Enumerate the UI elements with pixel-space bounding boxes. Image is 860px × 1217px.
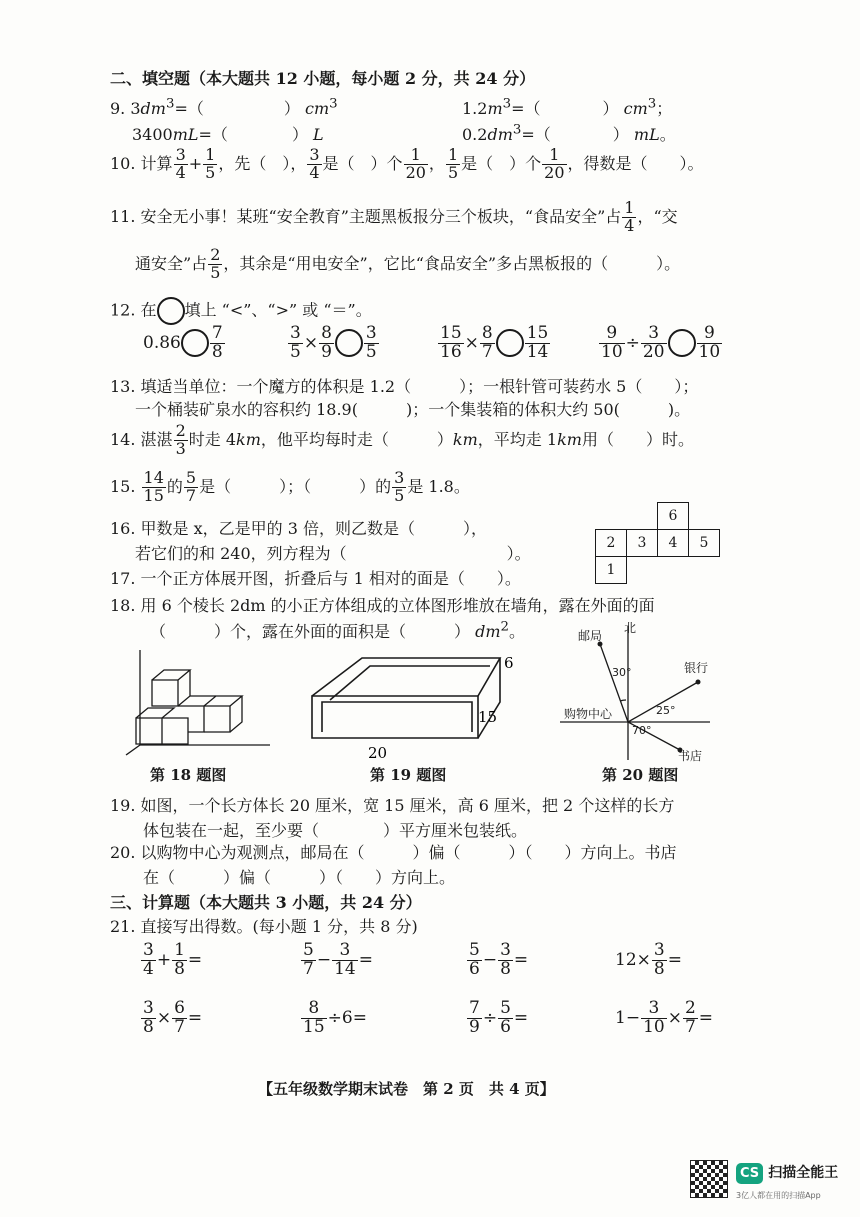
qr-code-icon (690, 1160, 728, 1198)
fig19-length-label: 20 (368, 744, 388, 762)
caption-figure-20: 第 20 题图 (602, 766, 679, 784)
answer-circle[interactable] (157, 297, 185, 325)
question-14: 14. 湛湛 $\frac{2}{3}$ 时走 4km，他平均每时走（ ）km，平均走 1km用（ ）时。 (110, 421, 694, 458)
caption-figure-18: 第 18 题图 (150, 766, 227, 784)
north-label: 北 (624, 621, 637, 635)
net-face: 2 (596, 530, 627, 557)
calc-item-4: 12× $\frac{3}{8}$ = (615, 940, 682, 979)
question-18-line-1: 18. 用 6 个棱长 2dm 的小正方体组成的立体图形堆放在墙角，露在外面的面 (110, 596, 655, 615)
angle-30: 30° (612, 666, 632, 679)
answer-circle[interactable] (335, 329, 363, 357)
fig19-height-label: 6 (504, 654, 514, 672)
q12-compare-1: 0.86 $\frac{7}{8}$ (143, 323, 223, 362)
question-21-title: 21. 直接写出得数。(每小题 1 分，共 8 分) (110, 917, 418, 936)
calc-item-5: $\frac{3}{8}$ × $\frac{6}{7}$ = (143, 998, 203, 1037)
question-16-line-2: 若它们的和 240，列方程为（ ）。 (135, 544, 531, 563)
scanner-logo: CS 扫描全能王 (736, 1162, 838, 1184)
caption-figure-19: 第 19 题图 (370, 766, 447, 784)
net-face: 6 (658, 503, 689, 530)
question-17: 17. 一个正方体展开图，折叠后与 1 相对的面是（ ）。 (110, 569, 521, 588)
section-2-title: 二、填空题（本大题共 12 小题，每小题 2 分，共 24 分） (110, 69, 536, 88)
question-10: 10. 计算 $\frac{3}{4}$ + $\frac{1}{5}$ ，先（ ）， $\frac{3}{4}$ 是（ ）个 $\frac{1}{20}$ ， $\frac{1}{5}$ 是（ ）个 $\frac{1}{20}$ ，得数是（ ）。 (110, 145, 704, 182)
section-3-title: 三、计算题（本大题共 3 小题，共 24 分） (110, 893, 422, 912)
fraction: $\frac{2}{5}$ (210, 245, 221, 282)
question-18-line-2: （ ）个，露在外面的面积是（ ） $dm^2$。 (150, 619, 526, 641)
calc-item-6: $\frac{8}{15}$ ÷6= (303, 998, 367, 1037)
figure-19-box (300, 652, 530, 762)
post-office-label: 邮局 (578, 629, 603, 643)
bank-label: 银行 (684, 661, 709, 675)
question-20-line-2: 在（ ）偏（ ）（ ）方向上。 (143, 868, 456, 887)
question-13-line-1: 13. 填适当单位：一个魔方的体积是 1.2（ ）；一根针管可装药水 5（ ）； (110, 377, 699, 396)
question-19-line-2: 体包装在一起，至少要（ ）平方厘米包装纸。 (143, 821, 528, 840)
question-13-line-2: 一个桶装矿泉水的容积约 18.9( )；一个集装箱的体积大约 50( )。 (135, 400, 691, 419)
calc-item-3: $\frac{5}{6}$ − $\frac{3}{8}$ = (469, 940, 529, 979)
angle-25: 25° (656, 704, 676, 717)
calc-item-2: $\frac{5}{7}$ − $\frac{3}{14}$ = (303, 940, 373, 979)
answer-circle[interactable] (181, 329, 209, 357)
figure-20-directions (560, 620, 730, 770)
net-face: 1 (596, 557, 627, 584)
calc-item-1: $\frac{3}{4}$ + $\frac{1}{8}$ = (143, 940, 203, 979)
answer-circle[interactable] (496, 329, 524, 357)
shopping-center-label: 购物中心 (564, 707, 613, 721)
net-face: 5 (689, 530, 720, 557)
fraction: $\frac{1}{5}$ (447, 145, 459, 182)
question-20-line-1: 20. 以购物中心为观测点，邮局在（ ）偏（ ）（ ）方向上。书店 (110, 843, 677, 862)
fraction: $\frac{1}{20}$ (544, 145, 565, 182)
fraction: $\frac{1}{4}$ (624, 198, 635, 235)
cs-logo-icon: CS (736, 1163, 763, 1184)
fraction: $\frac{1}{5}$ (205, 145, 216, 182)
net-face: 4 (658, 530, 689, 557)
question-9-line-1b: $1.2m^3=$（ ） $cm^3$； (462, 96, 673, 118)
q12-compare-4: $\frac{9}{10}$ ÷ $\frac{3}{20}$ $\frac{9}{10}$ (601, 323, 721, 362)
fig19-width-label: 15 (478, 708, 498, 726)
net-face: 3 (627, 530, 658, 557)
fraction: $\frac{1}{20}$ (405, 145, 426, 182)
question-11-line-2: 通安全”占 $\frac{2}{5}$ ，其余是“用电安全”，它比“食品安全”多占黑板报的（ ）。 (135, 245, 681, 282)
q9-number: 9. (110, 99, 126, 118)
question-9-line-1: 9. $3dm^3=$（ ） $cm^3$ (110, 96, 338, 118)
question-11-line-1: 11. 安全无小事！某班“安全教育”主题黑板报分三个板块，“食品安全”占 $\frac{1}{4}$ ，“交 (110, 198, 678, 235)
question-15: 15. $\frac{14}{15}$ 的 $\frac{5}{7}$ 是（ ）；（ ）的 $\frac{3}{5}$ 是 1.8。 (110, 468, 470, 505)
angle-70: 70° (632, 724, 652, 737)
question-9-line-2b: $0.2dm^3=$（ ） mL。 (462, 122, 676, 144)
fraction: $\frac{3}{4}$ (175, 145, 186, 182)
page-footer: 【五年级数学期末试卷 第 2 页 共 4 页】 (258, 1080, 555, 1098)
question-16-line-1: 16. 甲数是 x，乙是甲的 3 倍，则乙数是（ ）， (110, 519, 488, 538)
scanner-tagline: 3亿人都在用的扫描App (736, 1191, 821, 1200)
calc-item-8: 1− $\frac{3}{10}$ × $\frac{2}{7}$ = (615, 998, 714, 1037)
calc-item-7: $\frac{7}{9}$ ÷ $\frac{5}{6}$ = (469, 998, 529, 1037)
cube-net-figure (595, 502, 720, 584)
fraction: $\frac{3}{4}$ (309, 145, 320, 182)
answer-circle[interactable] (668, 329, 696, 357)
question-12: 12. 在 填上 “<”、“>” 或 “＝”。 (110, 297, 372, 325)
q12-compare-2: $\frac{3}{5}$ × $\frac{8}{9}$ $\frac{3}{5}$ (290, 323, 377, 362)
question-19-line-1: 19. 如图，一个长方体长 20 厘米，宽 15 厘米，高 6 厘米，把 2 个这样的长方 (110, 796, 675, 815)
q12-compare-3: $\frac{15}{16}$ × $\frac{8}{7}$ $\frac{15}{14}$ (440, 323, 549, 362)
bookstore-label: 书店 (678, 749, 703, 763)
question-9-line-2: 3400mL=（ ） L (132, 125, 324, 144)
figure-18-cubes (120, 640, 280, 760)
